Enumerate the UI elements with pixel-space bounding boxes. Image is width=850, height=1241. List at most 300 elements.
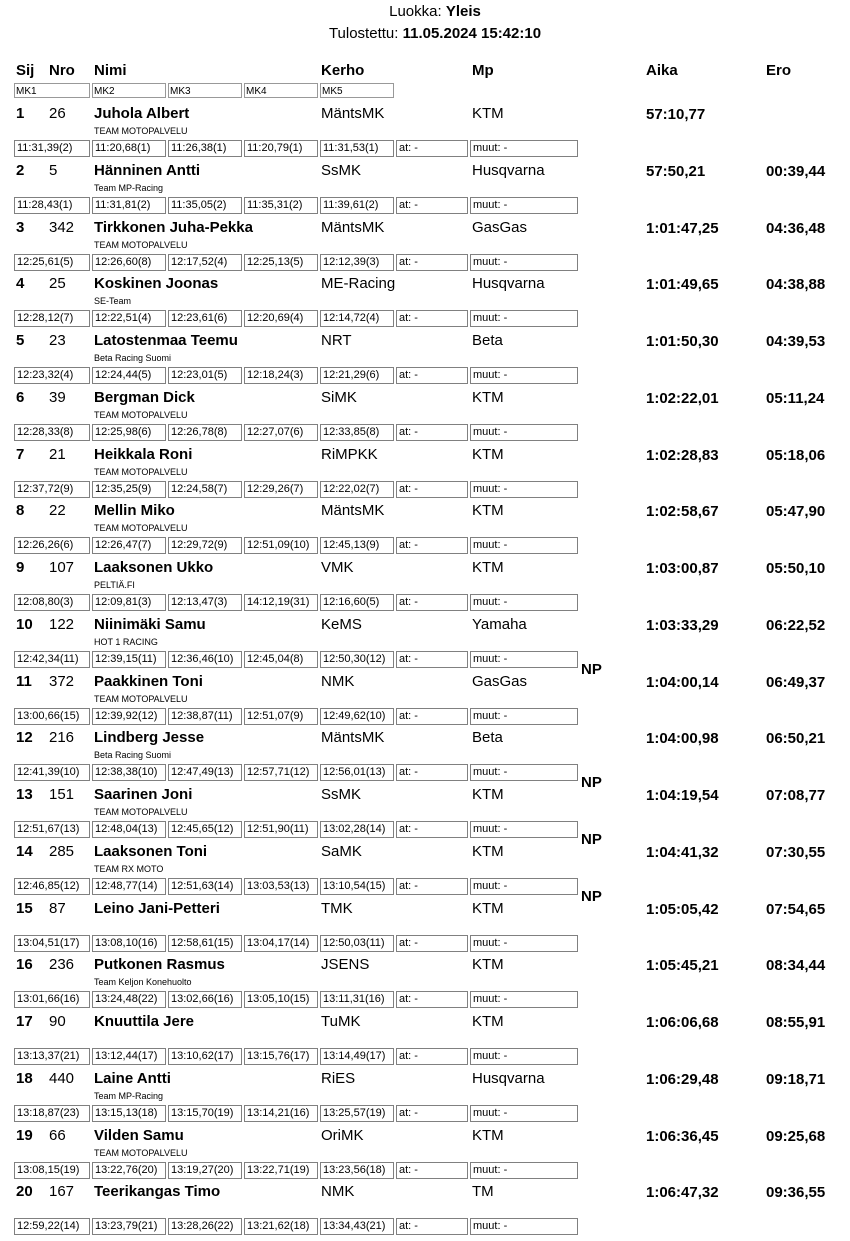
at-cell: at: - bbox=[396, 140, 468, 157]
lap-time-mk4: 14:12,19(31) bbox=[244, 594, 318, 611]
lap-time-mk1: 12:42,34(11) bbox=[14, 651, 90, 668]
start-number: 87 bbox=[49, 899, 66, 917]
total-time: 1:05:45,21 bbox=[646, 957, 719, 975]
lap-time-mk5: 12:22,02(7) bbox=[320, 481, 394, 498]
lap-time-mk2: 13:23,79(21) bbox=[92, 1218, 166, 1235]
lap-time-mk4: 13:22,71(19) bbox=[244, 1162, 318, 1179]
muut-cell: muut: - bbox=[470, 1105, 578, 1122]
muut-cell: muut: - bbox=[470, 764, 578, 781]
club: SsMK bbox=[321, 161, 362, 179]
position: 16 bbox=[16, 956, 33, 974]
position: 13 bbox=[16, 786, 33, 803]
motorcycle: KTM bbox=[472, 445, 504, 463]
lap-time-mk2: 12:25,98(6) bbox=[92, 424, 166, 441]
lap-time-mk1: 12:25,61(5) bbox=[14, 254, 90, 271]
col-nimi: Nimi bbox=[94, 62, 127, 79]
lap-time-mk4: 12:45,04(8) bbox=[244, 651, 318, 668]
lap-time-mk4: 12:51,07(9) bbox=[244, 708, 318, 725]
np-flag: NP bbox=[581, 660, 602, 678]
lap-time-mk1: 12:28,33(8) bbox=[14, 424, 90, 441]
table-row bbox=[0, 729, 850, 792]
motorcycle: TM bbox=[472, 1183, 494, 1201]
col-mk2: MK2 bbox=[92, 83, 166, 98]
muut-cell: muut: - bbox=[470, 1218, 578, 1235]
muut-cell: muut: - bbox=[470, 594, 578, 611]
rider-name: Paakkinen Toni bbox=[94, 672, 203, 690]
gap: 07:08,77 bbox=[766, 787, 826, 804]
table-row bbox=[0, 219, 850, 275]
lap-time-mk4: 13:04,17(14) bbox=[244, 935, 318, 952]
col-nro: Nro bbox=[49, 62, 75, 79]
lap-time-mk4: 13:14,21(16) bbox=[244, 1105, 318, 1122]
position: 9 bbox=[16, 559, 25, 576]
gap: 08:34,44 bbox=[766, 957, 826, 975]
club: TuMK bbox=[321, 1013, 361, 1030]
lap-time-mk3: 12:23,61(6) bbox=[168, 310, 242, 327]
at-cell: at: - bbox=[396, 197, 468, 214]
lap-time-mk4: 13:21,62(18) bbox=[244, 1218, 318, 1235]
lap-time-mk2: 12:26,60(8) bbox=[92, 254, 166, 271]
total-time: 1:01:49,65 bbox=[646, 276, 719, 294]
rider-name: Bergman Dick bbox=[94, 388, 195, 406]
rider-name: Tirkkonen Juha-Pekka bbox=[94, 218, 253, 236]
lap-time-mk4: 12:29,26(7) bbox=[244, 481, 318, 498]
motorcycle: KTM bbox=[472, 842, 504, 860]
total-time: 1:02:22,01 bbox=[646, 389, 719, 407]
lap-time-mk5: 12:50,30(12) bbox=[320, 651, 394, 668]
lap-time-mk1: 13:08,15(19) bbox=[14, 1162, 90, 1179]
lap-time-mk5: 12:16,60(5) bbox=[320, 594, 394, 611]
table-row bbox=[0, 615, 850, 678]
motorcycle: Beta bbox=[472, 332, 503, 349]
muut-cell: muut: - bbox=[470, 1048, 578, 1065]
np-flag: NP bbox=[581, 774, 602, 792]
total-time: 1:04:41,32 bbox=[646, 843, 719, 861]
motorcycle: KTM bbox=[472, 559, 504, 576]
lap-time-mk4: 12:51,90(11) bbox=[244, 821, 318, 838]
lap-time-mk4: 12:18,24(3) bbox=[244, 367, 318, 384]
lap-time-mk3: 12:47,49(13) bbox=[168, 764, 242, 781]
team-name: Team MP-Racing bbox=[94, 1090, 164, 1101]
start-number: 21 bbox=[49, 445, 66, 463]
muut-cell: muut: - bbox=[470, 935, 578, 952]
lap-time-mk2: 13:08,10(16) bbox=[92, 935, 166, 952]
rider-name: Putkonen Rasmus bbox=[94, 956, 225, 974]
club: ME-Racing bbox=[321, 275, 396, 293]
position: 14 bbox=[16, 842, 33, 860]
total-time: 57:50,21 bbox=[646, 162, 706, 180]
position: 7 bbox=[16, 445, 25, 463]
lap-time-mk1: 13:13,37(21) bbox=[14, 1048, 90, 1065]
lap-time-mk5: 11:39,61(2) bbox=[320, 197, 394, 214]
motorcycle: Husqvarna bbox=[472, 161, 545, 179]
team-name: TEAM MOTOPALVELU bbox=[94, 409, 188, 420]
lap-time-mk3: 12:23,01(5) bbox=[168, 367, 242, 384]
start-number: 342 bbox=[49, 218, 75, 236]
at-cell: at: - bbox=[396, 991, 468, 1008]
start-number: 236 bbox=[49, 956, 75, 974]
lap-time-mk2: 13:12,44(17) bbox=[92, 1048, 166, 1065]
gap: 04:39,53 bbox=[766, 333, 826, 350]
muut-cell: muut: - bbox=[470, 991, 578, 1008]
lap-time-mk2: 12:35,25(9) bbox=[92, 481, 166, 498]
gap: 05:11,24 bbox=[766, 389, 825, 407]
lap-time-mk4: 12:25,13(5) bbox=[244, 254, 318, 271]
position: 11 bbox=[16, 672, 32, 690]
motorcycle: Husqvarna bbox=[472, 275, 545, 293]
club: MäntsMK bbox=[321, 729, 385, 747]
club: SsMK bbox=[321, 786, 362, 803]
lap-time-mk4: 11:20,79(1) bbox=[244, 140, 318, 157]
total-time: 1:02:28,83 bbox=[646, 446, 719, 464]
motorcycle: KTM bbox=[472, 899, 504, 917]
lap-time-mk3: 11:26,38(1) bbox=[168, 140, 242, 157]
rider-name: Vilden Samu bbox=[94, 1126, 184, 1144]
np-flag: NP bbox=[581, 831, 602, 848]
club: RiES bbox=[321, 1069, 356, 1087]
lap-time-mk1: 12:37,72(9) bbox=[14, 481, 90, 498]
position: 19 bbox=[16, 1126, 33, 1144]
at-cell: at: - bbox=[396, 424, 468, 441]
lap-time-mk4: 13:03,53(13) bbox=[244, 878, 318, 895]
lap-time-mk5: 11:31,53(1) bbox=[320, 140, 394, 157]
total-time: 1:06:06,68 bbox=[646, 1014, 719, 1031]
gap: 00:39,44 bbox=[766, 162, 826, 180]
position: 15 bbox=[16, 899, 33, 917]
position: 5 bbox=[16, 332, 25, 349]
rider-name: Hänninen Antti bbox=[94, 161, 201, 179]
lap-time-mk2: 12:48,77(14) bbox=[92, 878, 166, 895]
total-time: 57:10,77 bbox=[646, 106, 706, 123]
at-cell: at: - bbox=[396, 594, 468, 611]
at-cell: at: - bbox=[396, 1162, 468, 1179]
rider-name: Latostenmaa Teemu bbox=[94, 332, 238, 349]
total-time: 1:06:36,45 bbox=[646, 1127, 719, 1145]
class-line bbox=[0, 3, 850, 20]
at-cell: at: - bbox=[396, 708, 468, 725]
lap-time-mk3: 12:51,63(14) bbox=[168, 878, 242, 895]
club: RiMPKK bbox=[321, 445, 378, 463]
position: 18 bbox=[16, 1069, 33, 1087]
motorcycle: Husqvarna bbox=[472, 1069, 545, 1087]
lap-time-mk3: 13:19,27(20) bbox=[168, 1162, 242, 1179]
lap-time-mk5: 12:56,01(13) bbox=[320, 764, 394, 781]
muut-cell: muut: - bbox=[470, 821, 578, 838]
lap-time-mk2: 12:48,04(13) bbox=[92, 821, 166, 838]
lap-time-mk1: 12:28,12(7) bbox=[14, 310, 90, 327]
lap-time-mk4: 12:20,69(4) bbox=[244, 310, 318, 327]
lap-time-mk2: 13:24,48(22) bbox=[92, 991, 166, 1008]
start-number: 5 bbox=[49, 161, 58, 179]
lap-time-mk2: 12:22,51(4) bbox=[92, 310, 166, 327]
lap-time-mk3: 12:58,61(15) bbox=[168, 935, 242, 952]
lap-time-mk1: 12:08,80(3) bbox=[14, 594, 90, 611]
col-mk1: MK1 bbox=[14, 83, 90, 98]
gap: 06:22,52 bbox=[766, 616, 826, 634]
start-number: 216 bbox=[49, 729, 75, 747]
lap-time-mk2: 12:39,92(12) bbox=[92, 708, 166, 725]
start-number: 25 bbox=[49, 275, 66, 293]
start-number: 372 bbox=[49, 672, 75, 690]
total-time: 1:03:00,87 bbox=[646, 560, 719, 577]
lap-time-mk5: 12:45,13(9) bbox=[320, 537, 394, 554]
col-mk3: MK3 bbox=[168, 83, 242, 98]
at-cell: at: - bbox=[396, 651, 468, 668]
club: MäntsMK bbox=[321, 218, 385, 236]
table-row bbox=[0, 446, 850, 502]
start-number: 440 bbox=[49, 1069, 75, 1087]
motorcycle: KTM bbox=[472, 105, 504, 122]
team-name: TEAM MOTOPALVELU bbox=[94, 126, 188, 136]
np-flag: NP bbox=[581, 887, 602, 905]
motorcycle: Yamaha bbox=[472, 615, 527, 633]
total-time: 1:05:05,42 bbox=[646, 900, 719, 918]
printed-line bbox=[0, 25, 850, 42]
lap-time-mk1: 13:04,51(17) bbox=[14, 935, 90, 952]
lap-time-mk2: 12:39,15(11) bbox=[92, 651, 166, 668]
position: 12 bbox=[16, 729, 33, 747]
team-name: TEAM MOTOPALVELU bbox=[94, 523, 188, 534]
total-time: 1:04:19,54 bbox=[646, 787, 719, 804]
position: 10 bbox=[16, 615, 33, 633]
gap: 06:50,21 bbox=[766, 730, 826, 748]
at-cell: at: - bbox=[396, 481, 468, 498]
lap-time-mk3: 12:45,65(12) bbox=[168, 821, 242, 838]
muut-cell: muut: - bbox=[470, 197, 578, 214]
printed-value: 11.05.2024 15:42:10 bbox=[402, 25, 542, 42]
start-number: 66 bbox=[49, 1126, 66, 1144]
gap: 09:36,55 bbox=[766, 1184, 826, 1202]
total-time: 1:04:00,98 bbox=[646, 730, 719, 748]
club: NRT bbox=[321, 332, 352, 349]
muut-cell: muut: - bbox=[470, 310, 578, 327]
club: OriMK bbox=[321, 1126, 364, 1144]
col-ero: Ero bbox=[766, 62, 792, 79]
lap-time-mk3: 11:35,05(2) bbox=[168, 197, 242, 214]
total-time: 1:04:00,14 bbox=[646, 673, 719, 691]
lap-time-mk1: 12:23,32(4) bbox=[14, 367, 90, 384]
rider-name: Laine Antti bbox=[94, 1069, 171, 1087]
table-row bbox=[0, 900, 850, 956]
table-row bbox=[0, 389, 850, 445]
lap-time-mk1: 13:01,66(16) bbox=[14, 991, 90, 1008]
lap-time-mk5: 13:10,54(15) bbox=[320, 878, 394, 895]
table-row bbox=[0, 1013, 850, 1069]
lap-time-mk5: 13:02,28(14) bbox=[320, 821, 394, 838]
club: TMK bbox=[321, 899, 353, 917]
lap-time-mk2: 11:20,68(1) bbox=[92, 140, 166, 157]
table-row bbox=[0, 1183, 850, 1239]
start-number: 22 bbox=[49, 502, 66, 520]
gap: 05:47,90 bbox=[766, 503, 826, 521]
table-row bbox=[0, 105, 850, 161]
rider-name: Lindberg Jesse bbox=[94, 729, 205, 747]
motorcycle: GasGas bbox=[472, 672, 528, 690]
lap-time-mk1: 12:46,85(12) bbox=[14, 878, 90, 895]
lap-time-mk2: 12:24,44(5) bbox=[92, 367, 166, 384]
lap-time-mk5: 13:25,57(19) bbox=[320, 1105, 394, 1122]
lap-time-mk5: 13:11,31(16) bbox=[320, 991, 394, 1008]
at-cell: at: - bbox=[396, 935, 468, 952]
col-mp: Mp bbox=[472, 62, 494, 79]
lap-time-mk2: 13:22,76(20) bbox=[92, 1162, 166, 1179]
position: 8 bbox=[16, 502, 25, 520]
team-name: TEAM MOTOPALVELU bbox=[94, 466, 188, 477]
lap-time-mk2: 12:26,47(7) bbox=[92, 537, 166, 554]
gap: 04:38,88 bbox=[766, 276, 826, 294]
total-time: 1:01:47,25 bbox=[646, 219, 719, 237]
total-time: 1:06:29,48 bbox=[646, 1070, 719, 1088]
lap-time-mk3: 12:17,52(4) bbox=[168, 254, 242, 271]
position: 2 bbox=[16, 161, 25, 179]
lap-time-mk1: 12:59,22(14) bbox=[14, 1218, 90, 1235]
motorcycle: KTM bbox=[472, 786, 504, 803]
at-cell: at: - bbox=[396, 254, 468, 271]
gap: 06:49,37 bbox=[766, 673, 826, 691]
club: MäntsMK bbox=[321, 105, 385, 122]
team-name: Beta Racing Suomi bbox=[94, 750, 172, 761]
lap-time-mk5: 13:34,43(21) bbox=[320, 1218, 394, 1235]
at-cell: at: - bbox=[396, 1048, 468, 1065]
rider-name: Saarinen Joni bbox=[94, 786, 193, 803]
at-cell: at: - bbox=[396, 1218, 468, 1235]
lap-time-mk5: 12:50,03(11) bbox=[320, 935, 394, 952]
lap-time-mk3: 13:02,66(16) bbox=[168, 991, 242, 1008]
rider-name: Laaksonen Ukko bbox=[94, 559, 214, 576]
motorcycle: KTM bbox=[472, 502, 504, 520]
lap-time-mk5: 12:14,72(4) bbox=[320, 310, 394, 327]
team-name: Beta Racing Suomi bbox=[94, 353, 172, 363]
muut-cell: muut: - bbox=[470, 140, 578, 157]
at-cell: at: - bbox=[396, 878, 468, 895]
motorcycle: KTM bbox=[472, 1126, 504, 1144]
team-name: TEAM MOTOPALVELU bbox=[94, 807, 188, 817]
muut-cell: muut: - bbox=[470, 1162, 578, 1179]
total-time: 1:02:58,67 bbox=[646, 503, 719, 521]
at-cell: at: - bbox=[396, 764, 468, 781]
at-cell: at: - bbox=[396, 537, 468, 554]
lap-time-mk4: 13:15,76(17) bbox=[244, 1048, 318, 1065]
club: VMK bbox=[321, 559, 354, 576]
printed-label: Tulostettu: bbox=[328, 25, 399, 42]
position: 6 bbox=[16, 388, 25, 406]
gap: 05:50,10 bbox=[766, 560, 826, 577]
total-time: 1:01:50,30 bbox=[646, 333, 719, 350]
table-row bbox=[0, 842, 850, 905]
lap-time-mk2: 11:31,81(2) bbox=[92, 197, 166, 214]
motorcycle: KTM bbox=[472, 956, 504, 974]
position: 1 bbox=[16, 105, 25, 122]
table-row bbox=[0, 162, 850, 218]
at-cell: at: - bbox=[396, 821, 468, 838]
muut-cell: muut: - bbox=[470, 367, 578, 384]
start-number: 26 bbox=[49, 105, 66, 122]
total-time: 1:06:47,32 bbox=[646, 1184, 719, 1202]
rider-name: Juhola Albert bbox=[94, 105, 190, 122]
club: JSENS bbox=[321, 956, 370, 974]
lap-time-mk5: 12:33,85(8) bbox=[320, 424, 394, 441]
muut-cell: muut: - bbox=[470, 254, 578, 271]
table-row bbox=[0, 1127, 850, 1183]
lap-time-mk3: 13:15,70(19) bbox=[168, 1105, 242, 1122]
lap-time-mk5: 12:12,39(3) bbox=[320, 254, 394, 271]
lap-time-mk1: 13:18,87(23) bbox=[14, 1105, 90, 1122]
motorcycle: KTM bbox=[472, 388, 504, 406]
team-name: Team Keljon Konehuolto bbox=[94, 977, 192, 988]
muut-cell: muut: - bbox=[470, 481, 578, 498]
start-number: 122 bbox=[49, 615, 75, 633]
muut-cell: muut: - bbox=[470, 708, 578, 725]
lap-time-mk4: 12:27,07(6) bbox=[244, 424, 318, 441]
muut-cell: muut: - bbox=[470, 651, 578, 668]
table-row bbox=[0, 673, 850, 729]
table-row bbox=[0, 502, 850, 558]
start-number: 23 bbox=[49, 332, 66, 349]
club: MäntsMK bbox=[321, 502, 385, 520]
table-row bbox=[0, 1070, 850, 1126]
lap-time-mk1: 12:41,39(10) bbox=[14, 764, 90, 781]
rider-name: Knuuttila Jere bbox=[94, 1013, 195, 1030]
lap-time-mk1: 13:00,66(15) bbox=[14, 708, 90, 725]
at-cell: at: - bbox=[396, 1105, 468, 1122]
lap-time-mk2: 12:38,38(10) bbox=[92, 764, 166, 781]
gap: 05:18,06 bbox=[766, 446, 826, 464]
col-aika: Aika bbox=[646, 62, 678, 79]
muut-cell: muut: - bbox=[470, 424, 578, 441]
rider-name: Leino Jani-Petteri bbox=[94, 899, 220, 917]
club: NMK bbox=[321, 672, 355, 690]
club: SiMK bbox=[321, 388, 357, 406]
motorcycle: Beta bbox=[472, 729, 503, 747]
start-number: 285 bbox=[49, 842, 75, 860]
table-row bbox=[0, 559, 850, 615]
position: 4 bbox=[16, 275, 25, 293]
table-row bbox=[0, 332, 850, 388]
lap-time-mk3: 12:26,78(8) bbox=[168, 424, 242, 441]
start-number: 39 bbox=[49, 388, 66, 406]
class-value: Yleis bbox=[445, 3, 481, 20]
team-name: TEAM MOTOPALVELU bbox=[94, 239, 188, 250]
lap-time-mk3: 12:13,47(3) bbox=[168, 594, 242, 611]
gap: 07:54,65 bbox=[766, 900, 826, 918]
muut-cell: muut: - bbox=[470, 878, 578, 895]
table-row bbox=[0, 786, 850, 848]
lap-time-mk2: 12:09,81(3) bbox=[92, 594, 166, 611]
lap-time-mk3: 12:24,58(7) bbox=[168, 481, 242, 498]
lap-time-mk1: 11:31,39(2) bbox=[14, 140, 90, 157]
motorcycle: GasGas bbox=[472, 218, 528, 236]
gap: 08:55,91 bbox=[766, 1014, 826, 1031]
lap-time-mk5: 13:23,56(18) bbox=[320, 1162, 394, 1179]
lap-time-mk1: 12:26,26(6) bbox=[14, 537, 90, 554]
lap-time-mk2: 13:15,13(18) bbox=[92, 1105, 166, 1122]
team-name: PELTIÄ.FI bbox=[94, 580, 135, 590]
lap-time-mk3: 12:36,46(10) bbox=[168, 651, 242, 668]
at-cell: at: - bbox=[396, 367, 468, 384]
start-number: 167 bbox=[49, 1183, 75, 1201]
total-time: 1:03:33,29 bbox=[646, 616, 719, 634]
position: 20 bbox=[16, 1183, 33, 1201]
lap-time-mk4: 12:51,09(10) bbox=[244, 537, 318, 554]
lap-time-mk1: 11:28,43(1) bbox=[14, 197, 90, 214]
table-row bbox=[0, 275, 850, 331]
rider-name: Teerikangas Timo bbox=[94, 1183, 221, 1201]
rider-name: Laaksonen Toni bbox=[94, 842, 208, 860]
team-name: HOT 1 RACING bbox=[94, 636, 158, 647]
col-mk4: MK4 bbox=[244, 83, 318, 98]
club: NMK bbox=[321, 1183, 355, 1201]
start-number: 151 bbox=[49, 786, 75, 803]
